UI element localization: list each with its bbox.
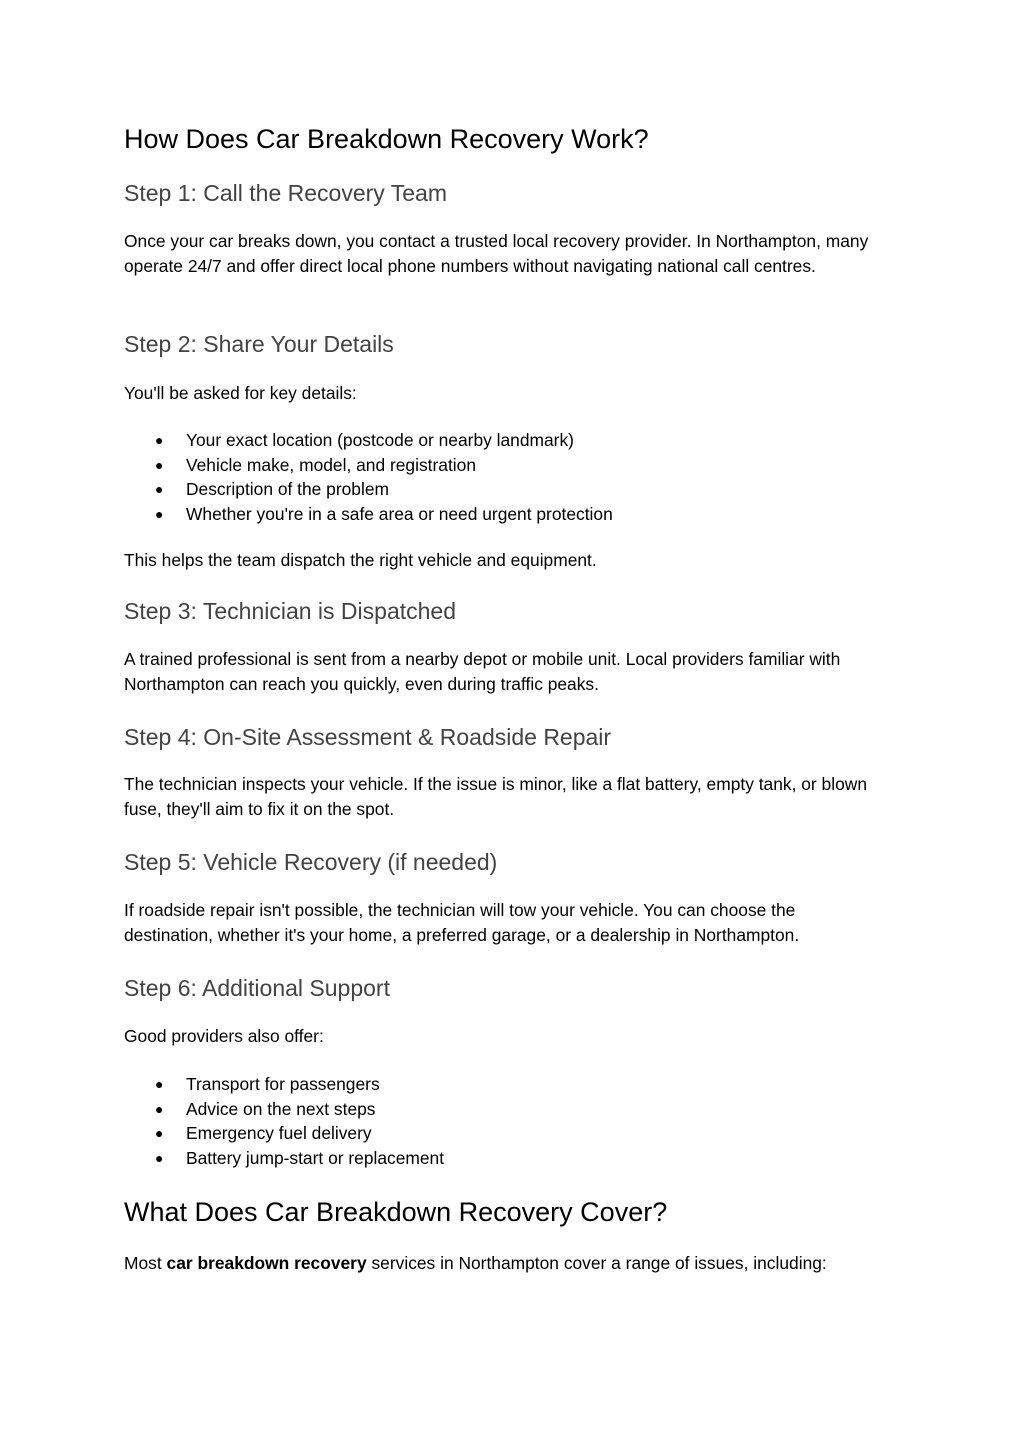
bullet-icon: ● <box>155 1100 164 1117</box>
bullet-icon: ● <box>155 505 164 522</box>
list-item-text: Description of the problem <box>186 479 389 499</box>
bullet-icon: ● <box>155 432 164 448</box>
list-item <box>124 1072 444 1097</box>
coverage-intro-before: Most <box>124 1253 167 1273</box>
step-2-outro: This helps the team dispatch the right vehicle and equipment. <box>124 550 597 570</box>
step-2-intro: You'll be asked for key details: <box>124 383 357 403</box>
list-item-text: Transport for passengers <box>186 1074 380 1094</box>
bullet-icon: ● <box>155 1125 164 1141</box>
coverage-intro-bold: car breakdown recovery <box>166 1253 367 1273</box>
step-5-paragraph: If roadside repair isn't possible, the technician will tow your vehicle. You can choose the destination, whether it's your home, a preferred garage, or a dealership in Northampton. <box>124 900 800 945</box>
bullet-icon: ● <box>155 481 164 497</box>
list-item-text: Advice on the next steps <box>186 1098 376 1119</box>
bullet-icon: ● <box>155 1149 164 1166</box>
step-1-heading: Step 1: Call the Recovery Team <box>124 180 448 206</box>
bullet-icon: ● <box>155 456 164 473</box>
list-item-text: Emergency fuel delivery <box>186 1123 372 1143</box>
heading-what-covered: What Does Car Breakdown Recovery Cover? <box>124 1197 668 1227</box>
step-2-heading: Step 2: Share Your Details <box>124 331 394 357</box>
heading-how-it-works: How Does Car Breakdown Recovery Work? <box>124 124 649 154</box>
bullet-icon: ● <box>155 1076 164 1092</box>
step-6-bullet-list <box>124 1072 444 1170</box>
list-item-text: Vehicle make, model, and registration <box>186 454 477 475</box>
list-item <box>124 453 613 478</box>
step-2-bullet-list <box>124 428 613 526</box>
step-6-heading: Step 6: Additional Support <box>124 975 390 1001</box>
coverage-intro-paragraph <box>124 1251 884 1276</box>
list-item <box>124 1146 444 1171</box>
step-3-paragraph: A trained professional is sent from a nearby depot or mobile unit. Local providers familiar with Northampton can reach you quickly, even during traffic peaks. <box>124 649 841 694</box>
step-5-heading: Step 5: Vehicle Recovery (if needed) <box>124 849 498 875</box>
step-4-paragraph: The technician inspects your vehicle. If the issue is minor, like a flat battery, empty tank, or blown fuse, they'll aim to fix it on the spot. <box>124 774 867 819</box>
step-1-paragraph: Once your car breaks down, you contact a trusted local recovery provider. In Northampton, many operate 24/7 and offer direct local phone numbers without navigating national call centres. <box>124 231 869 276</box>
list-item <box>124 1121 444 1146</box>
list-item-text: Battery jump-start or replacement <box>186 1147 445 1168</box>
list-item-text: Your exact location (postcode or nearby landmark) <box>186 430 574 450</box>
list-item <box>124 428 613 453</box>
list-item-text: Whether you're in a safe area or need urgent protection <box>186 503 613 524</box>
coverage-intro-after: services in Northampton cover a range of issues, including: <box>366 1253 827 1273</box>
list-item <box>124 477 613 502</box>
step-6-intro: Good providers also offer: <box>124 1026 324 1046</box>
step-3-heading: Step 3: Technician is Dispatched <box>124 598 456 624</box>
list-item <box>124 1097 444 1122</box>
list-item <box>124 502 613 527</box>
step-4-heading: Step 4: On-Site Assessment & Roadside Repair <box>124 724 612 750</box>
